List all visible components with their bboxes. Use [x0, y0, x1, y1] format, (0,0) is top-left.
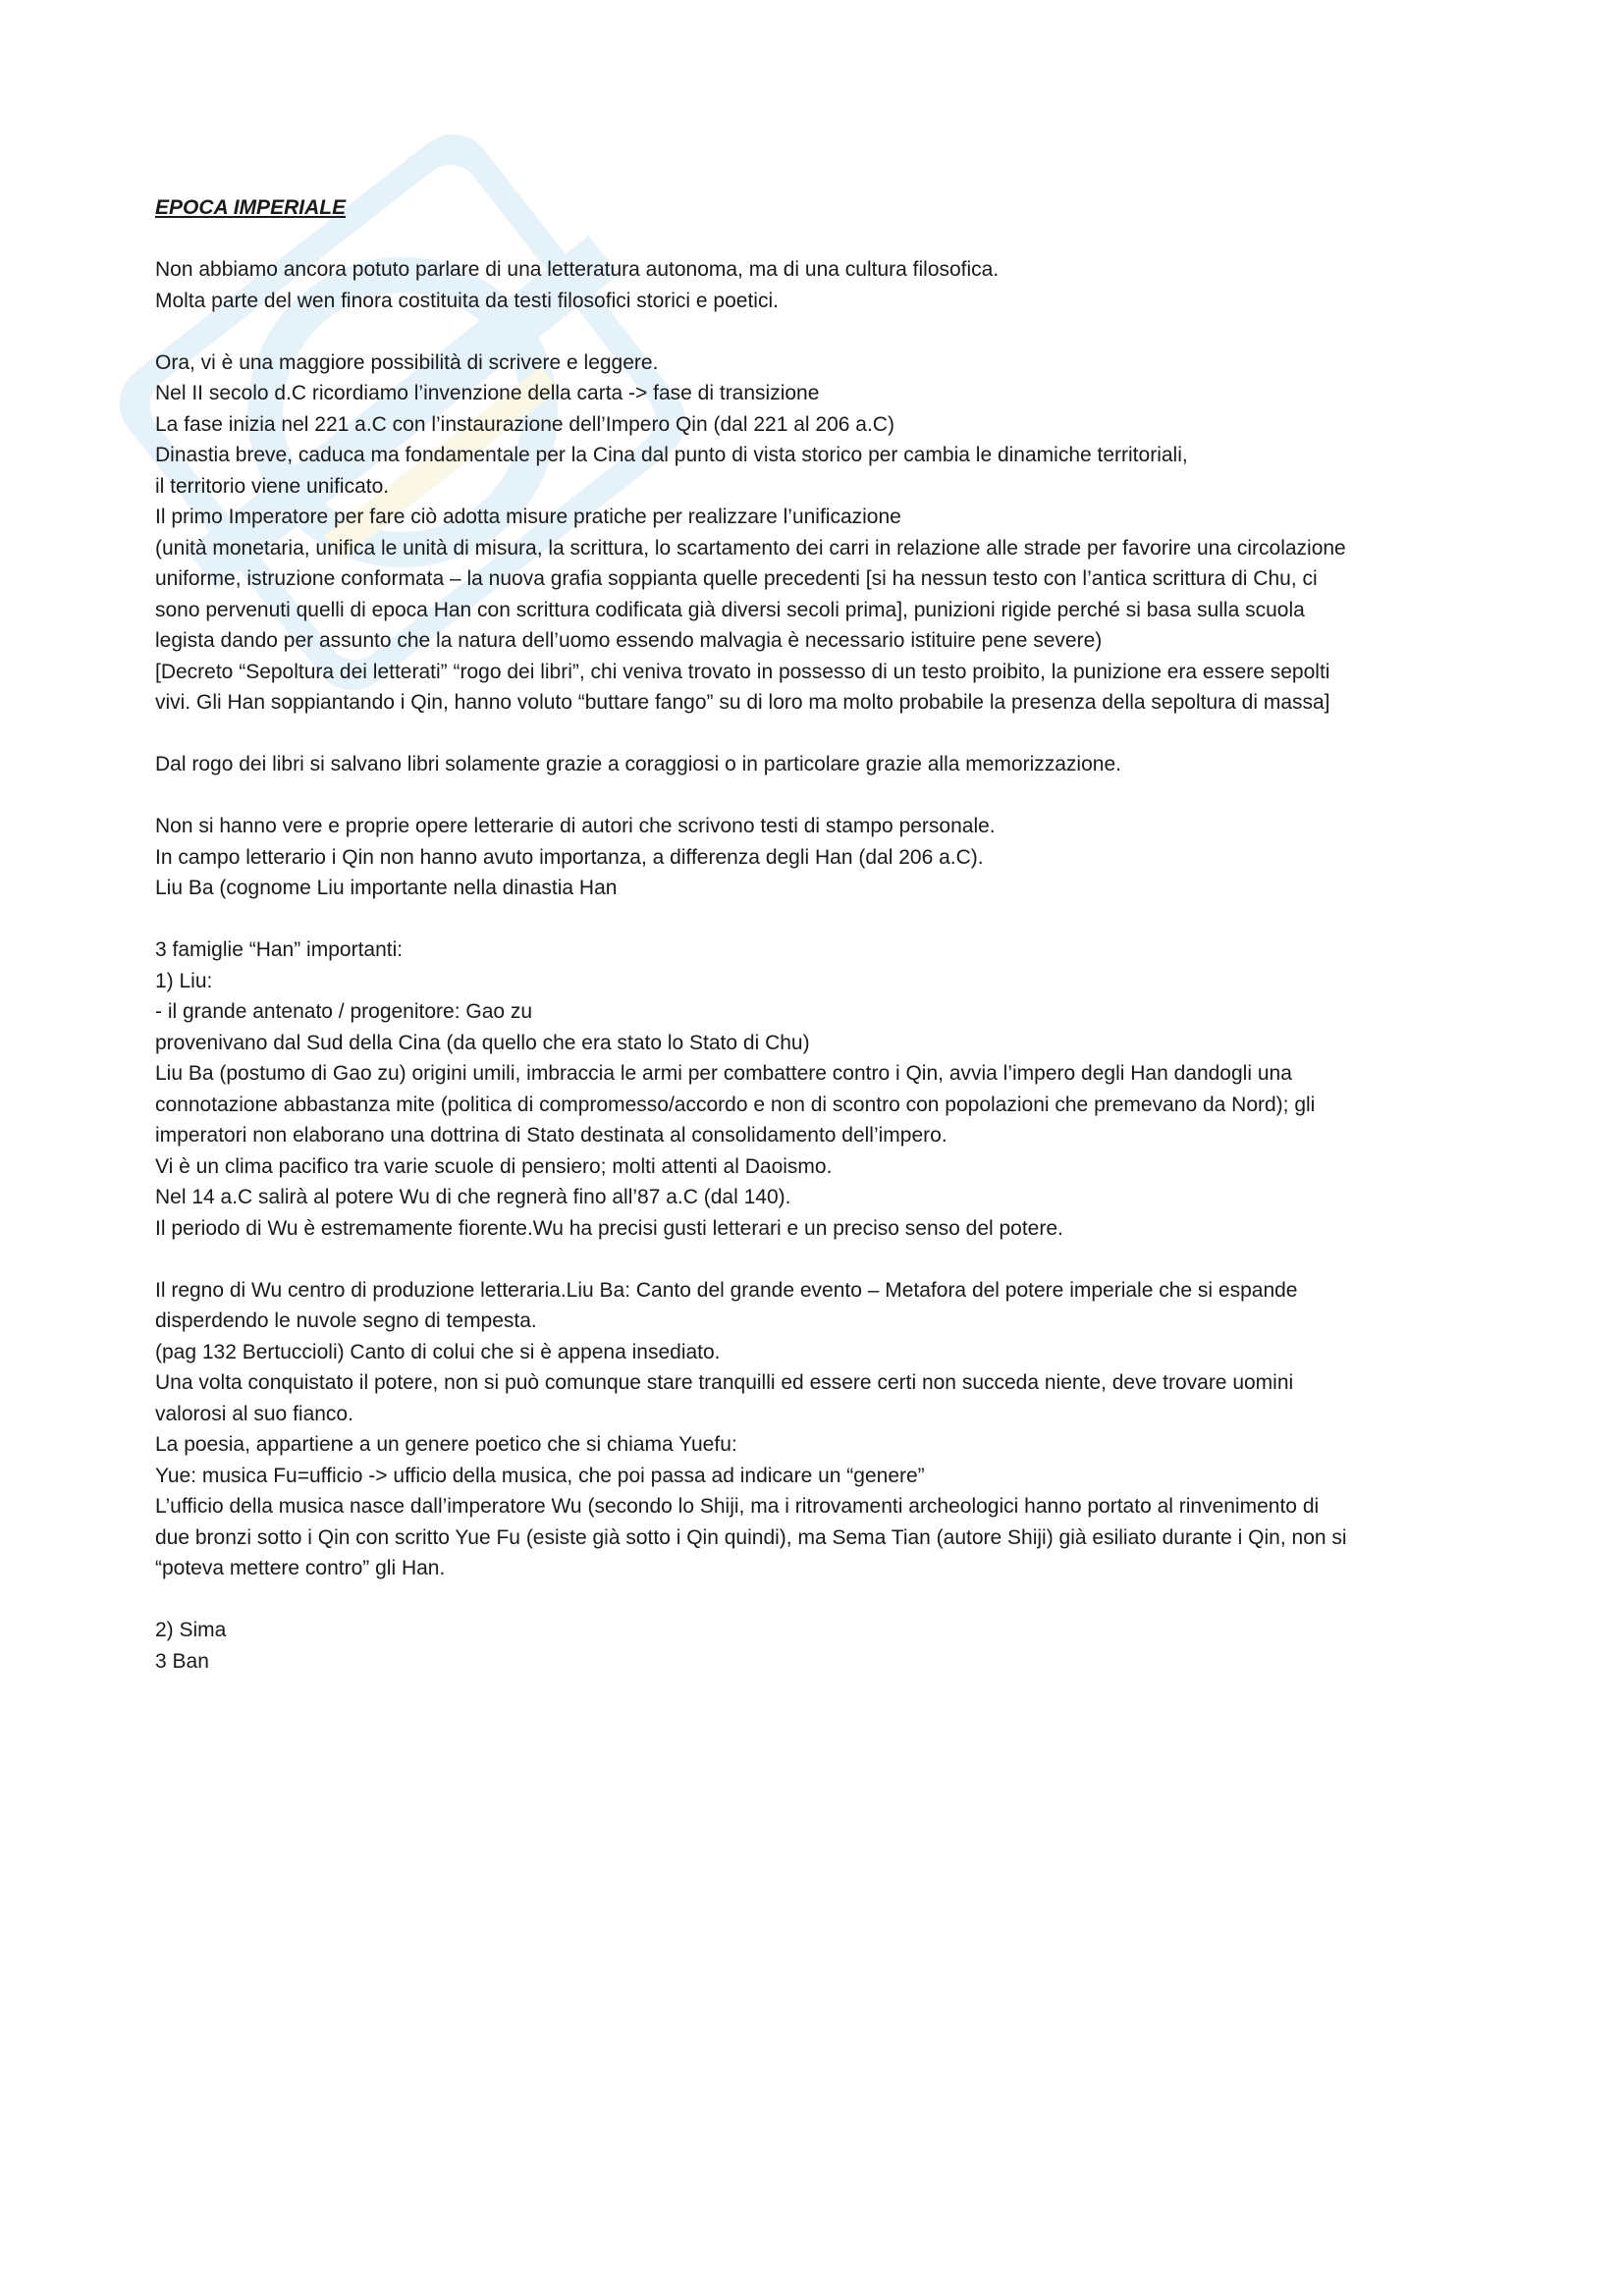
paragraph	[155, 811, 1490, 904]
text-line: disperdendo le nuvole segno di tempesta.	[155, 1309, 537, 1332]
text-line: 2) Sima	[155, 1619, 227, 1641]
text-line: Non si hanno vere e proprie opere letterarie di autori che scrivono testi di stampo personale.	[155, 815, 996, 837]
text-line: sono pervenuti quelli di epoca Han con scrittura codificata già diversi secoli prima], punizioni rigide perché si basa sulla scuola	[155, 598, 1305, 621]
text-line: il territorio viene unificato.	[155, 474, 390, 498]
text-line: [Decreto “Sepoltura dei letterati” “rogo dei libri”, chi veniva trovato in possesso di un testo proibito, la punizione era essere sepolti	[155, 660, 1330, 683]
text-line: Molta parte del wen finora costituita da testi filosofici storici e poetici.	[155, 289, 779, 312]
text-line: Liu Ba (postumo di Gao zu) origini umili, imbraccia le armi per combattere contro i Qin, avvia l’impero degli Han dandogli una	[155, 1062, 1292, 1085]
text-line: imperatori non elaborano una dottrina di Stato destinata al consolidamento dell’impero.	[155, 1124, 947, 1147]
text-line: valorosi al suo fianco.	[155, 1402, 353, 1425]
text-line: Nel 14 a.C salirà al potere Wu di che regnerà fino all’87 a.C (dal 140).	[155, 1186, 791, 1208]
document-page	[155, 192, 1490, 1708]
text-line: Nel II secolo d.C ricordiamo l’invenzione della carta -> fase di transizione	[155, 382, 820, 404]
paragraph	[155, 347, 1490, 719]
text-line: Il primo Imperatore per fare ciò adotta misure pratiche per realizzare l’unificazione	[155, 506, 901, 528]
text-line: Il regno di Wu centro di produzione letteraria.Liu Ba: Canto del grande evento – Metafora del potere imperiale che si espande	[155, 1278, 1298, 1302]
document-body	[155, 254, 1490, 1677]
text-line: La poesia, appartiene a un genere poetico che si chiama Yuefu:	[155, 1433, 737, 1456]
text-line: connotazione abbastanza mite (politica di compromesso/accordo e non di scontro con popolazioni che premevano da Nord); gli	[155, 1093, 1316, 1116]
text-line: provenivano dal Sud della Cina (da quello che era stato lo Stato di Chu)	[155, 1031, 810, 1054]
text-line: La fase inizia nel 221 a.C con l’instaurazione dell’Impero Qin (dal 221 al 206 a.C)	[155, 412, 894, 436]
text-line: Non abbiamo ancora potuto parlare di una letteratura autonoma, ma di una cultura filosofica.	[155, 258, 1000, 281]
text-line: Dal rogo dei libri si salvano libri solamente grazie a coraggiosi o in particolare grazie alla memorizzazione.	[155, 753, 1121, 775]
text-line: Vi è un clima pacifico tra varie scuole di pensiero; molti attenti al Daoismo.	[155, 1154, 833, 1178]
text-line: (pag 132 Bertuccioli) Canto di colui che si è appena insediato.	[155, 1340, 721, 1363]
paragraph	[155, 1275, 1490, 1584]
paragraph	[155, 1615, 1490, 1677]
text-line: Dinastia breve, caduca ma fondamentale per la Cina dal punto di vista storico per cambia le dinamiche territoriali,	[155, 444, 1188, 466]
document-title: EPOCA IMPERIALE	[155, 196, 347, 219]
paragraph	[155, 934, 1490, 1244]
text-line: due bronzi sotto i Qin con scritto Yue Fu (esiste già sotto i Qin quindi), ma Sema Tian (autore Shiji) già esiliato durante i Qin, non si	[155, 1525, 1347, 1549]
text-line: Il periodo di Wu è estremamente fiorente.Wu ha precisi gusti letterari e un preciso senso del potere.	[155, 1216, 1063, 1240]
text-line: uniforme, istruzione conformata – la nuova grafia soppianta quelle precedenti [si ha nessun testo con l’antica scrittura di Chu, ci	[155, 567, 1318, 590]
text-line: legista dando per assunto che la natura dell’uomo essendo malvagia è necessario istituire pene severe)	[155, 629, 1103, 652]
paragraph	[155, 749, 1490, 780]
text-line: Ora, vi è una maggiore possibilità di scrivere e leggere.	[155, 350, 659, 374]
text-line: In campo letterario i Qin non hanno avuto importanza, a differenza degli Han (dal 206 a.C).	[155, 845, 984, 869]
paragraph	[155, 254, 1490, 316]
text-line: Yue: musica Fu=ufficio -> ufficio della musica, che poi passa ad indicare un “genere”	[155, 1464, 925, 1487]
text-line: 3 famiglie “Han” importanti:	[155, 938, 404, 961]
text-line: vivi. Gli Han soppiantando i Qin, hanno voluto “buttare fango” su di loro ma molto probabile la presenza della sepoltura di massa]	[155, 691, 1330, 714]
text-line: 3 Ban	[155, 1649, 209, 1673]
text-line: (unità monetaria, unifica le unità di misura, la scrittura, lo scartamento dei carri in relazione alle strade per favorire una circolazione	[155, 536, 1346, 560]
text-line: Una volta conquistato il potere, non si può comunque stare tranquilli ed essere certi non succeda niente, deve trovare uomini	[155, 1371, 1294, 1394]
text-line: 1) Liu:	[155, 969, 213, 992]
text-line: “poteva mettere contro” gli Han.	[155, 1557, 446, 1579]
text-line: - il grande antenato / progenitore: Gao zu	[155, 1000, 533, 1023]
text-line: L’ufficio della musica nasce dall’imperatore Wu (secondo lo Shiji, ma i ritrovamenti archeologici hanno portato al rinvenimento di	[155, 1495, 1320, 1518]
text-line: Liu Ba (cognome Liu importante nella dinastia Han	[155, 877, 618, 899]
